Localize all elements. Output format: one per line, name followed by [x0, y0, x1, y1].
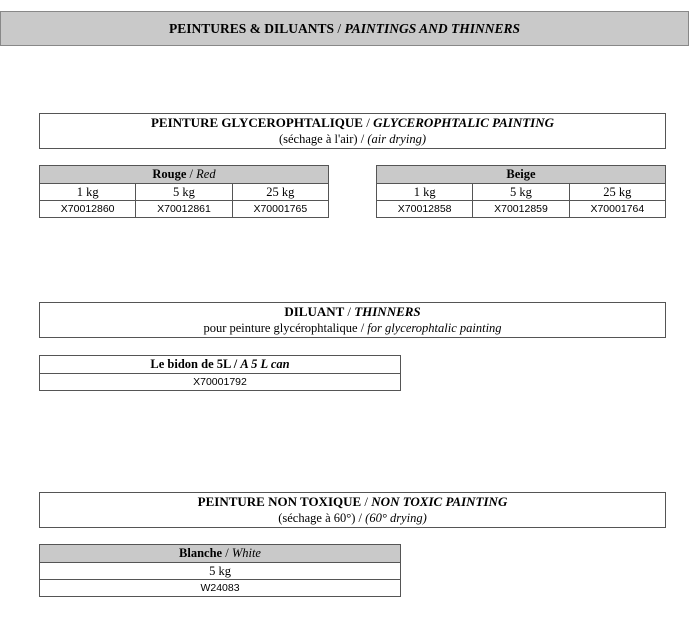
thinners-title-en: THINNERS [354, 304, 421, 319]
nontoxic-sub-fr: (séchage à 60°) [278, 511, 356, 525]
rouge-color-fr: Rouge [152, 167, 187, 181]
thinners-can-fr: Le bidon de 5L [150, 357, 231, 371]
thinners-section-title: DILUANT / THINNERS pour peinture glycérophtalique / for glycerophtalic painting [39, 302, 666, 338]
thinners-title-fr: DILUANT [284, 304, 345, 319]
white-color-fr: Blanche [179, 546, 223, 560]
glycero-section-title: PEINTURE GLYCEROPHTALIQUE / GLYCEROPHTALIC PAINTING (séchage à l'air) / (air drying) [39, 113, 666, 149]
page-header [0, 11, 689, 46]
thinners-sub-fr: pour peinture glycérophtalique [203, 321, 358, 335]
rouge-color-en: Red [196, 167, 216, 181]
beige-code-2: X70012859 [473, 201, 569, 218]
thinners-can-en: A 5 L can [240, 357, 290, 371]
nontoxic-section-title: PEINTURE NON TOXIQUE / NON TOXIC PAINTING (séchage à 60°) / (60° drying) [39, 492, 666, 528]
header-title-en: PAINTINGS AND THINNERS [344, 20, 521, 36]
beige-size-2: 5 kg [473, 184, 569, 201]
rouge-header: Rouge / Red [40, 166, 329, 184]
white-table [39, 544, 401, 597]
rouge-size-1: 1 kg [40, 184, 136, 201]
white-code: W24083 [40, 580, 401, 597]
rouge-size-3: 25 kg [232, 184, 328, 201]
thinners-sub-en: for glycerophtalic painting [367, 321, 502, 335]
beige-size-3: 25 kg [569, 184, 665, 201]
rouge-code-1: X70012860 [40, 201, 136, 218]
nontoxic-title-fr: PEINTURE NON TOXIQUE [197, 494, 362, 509]
header-title-fr: PEINTURES & DILUANTS [168, 20, 334, 36]
beige-code-1: X70012858 [377, 201, 473, 218]
rouge-table [39, 165, 329, 218]
thinners-table [39, 355, 401, 391]
white-header: Blanche / White [40, 545, 401, 563]
white-color-en: White [231, 546, 261, 560]
rouge-code-3: X70001765 [232, 201, 328, 218]
glycero-sub-en: (air drying) [367, 132, 426, 146]
nontoxic-title-en: NON TOXIC PAINTING [371, 494, 508, 509]
thinners-can-header: Le bidon de 5L / A 5 L can [40, 356, 401, 374]
glycero-title-en: GLYCEROPHTALIC PAINTING [373, 115, 555, 130]
beige-size-1: 1 kg [377, 184, 473, 201]
beige-code-3: X70001764 [569, 201, 665, 218]
white-size: 5 kg [40, 563, 401, 580]
rouge-size-2: 5 kg [136, 184, 232, 201]
glycero-sub-fr: (séchage à l'air) [278, 132, 358, 146]
nontoxic-sub-en: (60° drying) [365, 511, 427, 525]
glycero-title-fr: PEINTURE GLYCEROPHTALIQUE [150, 115, 363, 130]
header-separator: / [334, 20, 345, 36]
rouge-code-2: X70012861 [136, 201, 232, 218]
beige-table [376, 165, 666, 218]
beige-header: Beige [377, 166, 666, 184]
thinners-code: X70001792 [40, 374, 401, 391]
